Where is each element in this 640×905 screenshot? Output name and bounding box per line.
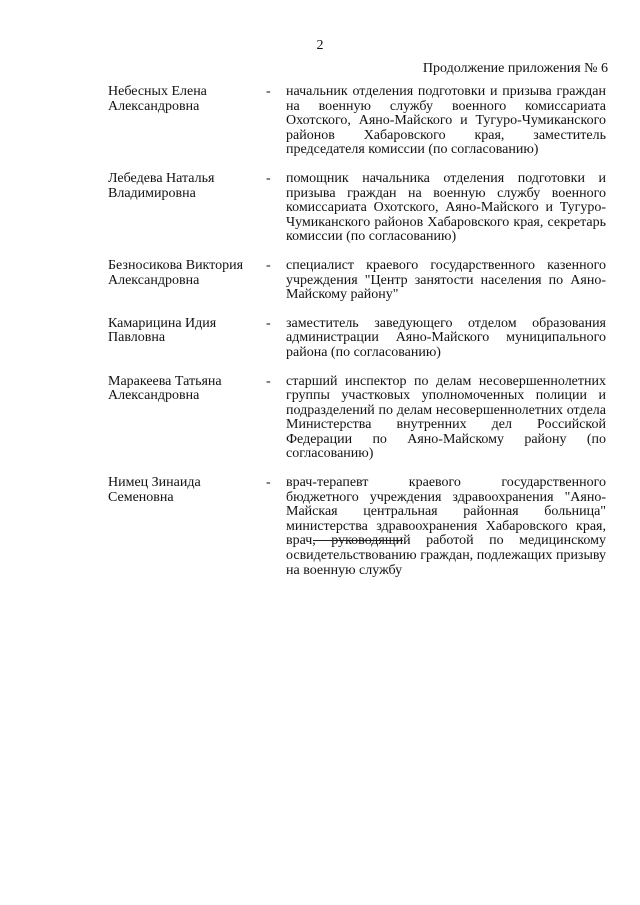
member-entry bbox=[108, 172, 606, 245]
member-role: начальник отделения подготовки и призыва граждан на военную службу военного комиссариата Охотского, Аяно-Майского и Тугуро-Чумиканского районов Хабаровского края, заместитель председателя комиссии (по согласованию) bbox=[286, 84, 606, 158]
commission-members-list bbox=[108, 85, 606, 592]
member-surname-first: Лебедева Наталья bbox=[108, 170, 215, 186]
member-patronymic: Александровна bbox=[108, 272, 200, 288]
member-entry bbox=[108, 259, 606, 303]
member-name bbox=[108, 375, 266, 404]
member-entry bbox=[108, 375, 606, 463]
appendix-continuation-note: Продолжение приложения № 6 bbox=[422, 61, 608, 76]
member-role: старший инспектор по делам несовершеннолетних группы участковых уполномоченных полиции и подразделений по делам несовершеннолетних отдела Министерства внутренних дел Российской Федерации по Аяно-Майскому району (по согласованию) bbox=[286, 373, 606, 462]
member-patronymic: Владимировна bbox=[108, 185, 196, 201]
member-dash: - bbox=[266, 257, 271, 273]
member-dash: - bbox=[266, 84, 271, 99]
member-patronymic: Александровна bbox=[108, 98, 200, 114]
page-number: 2 bbox=[316, 38, 324, 53]
member-name bbox=[108, 85, 266, 114]
member-surname-first: Нимец Зинаида bbox=[108, 475, 201, 491]
member-patronymic: Александровна bbox=[108, 388, 200, 404]
member-patronymic: Павловна bbox=[108, 330, 166, 346]
member-surname-first: Небесных Елена bbox=[108, 84, 207, 99]
member-dash: - bbox=[266, 315, 271, 331]
member-role: помощник начальника отделения подготовки и призыва граждан на военную службу военного комиссариата Охотского, Аяно-Майского и Тугуро-Чумиканского районов Хабаровского края, секретарь комиссии (по согласованию) bbox=[286, 170, 606, 245]
member-patronymic: Семеновна bbox=[108, 489, 174, 505]
member-name bbox=[108, 317, 266, 346]
member-name bbox=[108, 172, 266, 201]
member-dash: - bbox=[266, 373, 271, 389]
member-surname-first: Безносикова Виктория bbox=[108, 257, 244, 273]
member-dash: - bbox=[266, 170, 271, 186]
document-end-rule bbox=[313, 540, 403, 541]
member-name bbox=[108, 259, 266, 288]
member-role: специалист краевого государственного казенного учреждения "Центр занятости населения по Аяно-Майскому району" bbox=[286, 257, 606, 303]
member-surname-first: Камарицина Идия bbox=[108, 315, 217, 331]
member-role: заместитель заведующего отделом образования администрации Аяно-Майского муниципального района (по согласованию) bbox=[286, 315, 606, 360]
member-name bbox=[108, 476, 266, 505]
member-entry bbox=[108, 317, 606, 361]
member-surname-first: Маракеева Татьяна bbox=[108, 373, 222, 389]
member-role: врач-терапевт краевого государственного бюджетного учреждения здравоохранения "Аяно-Майская центральная районная больница" министерства здравоохранения Хабаровского края, врач, руководящий работой по медицинскому освидетельствованию граждан, подлежащих призыву на военную службу bbox=[286, 475, 606, 578]
member-entry bbox=[108, 476, 606, 578]
member-entry bbox=[108, 85, 606, 158]
member-dash: - bbox=[266, 475, 271, 491]
